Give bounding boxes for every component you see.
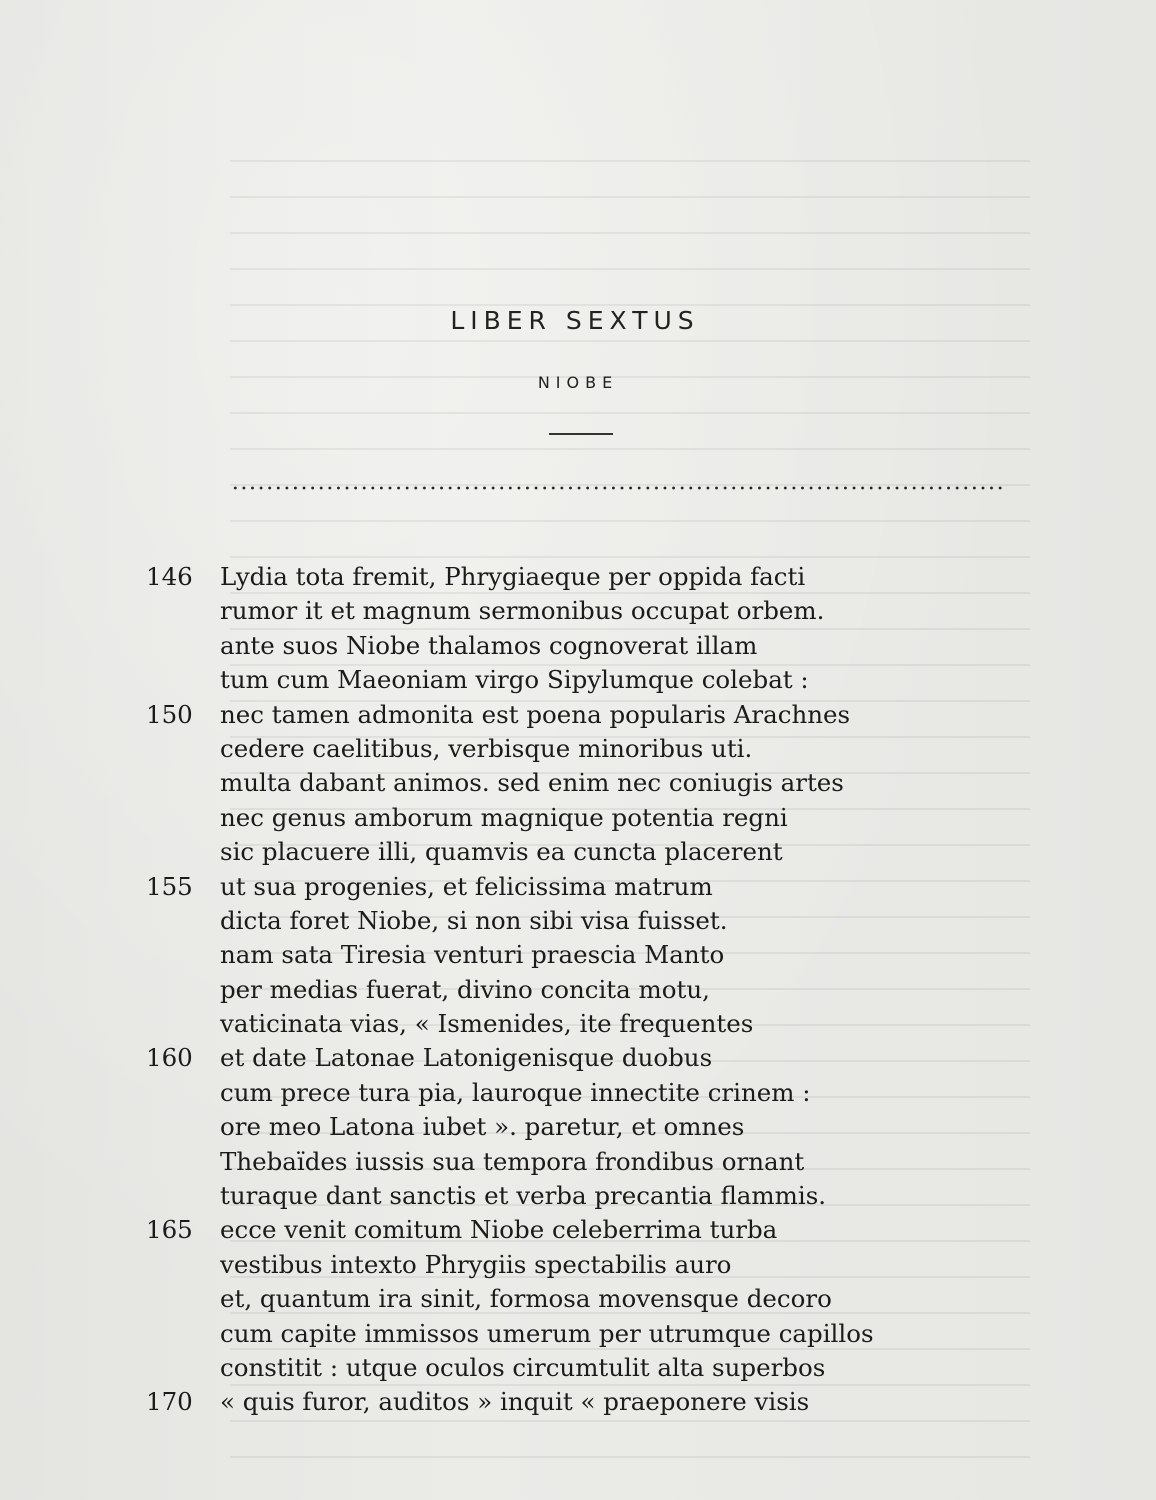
line-number: 170 [146,1387,193,1417]
verse-text: cum prece tura pia, lauroque innectite crinem : [220,1077,811,1107]
verse-text: vestibus intexto Phrygiis spectabilis auro [220,1249,732,1279]
verse-text: cedere caelitibus, verbisque minoribus uti. [220,733,753,763]
verse-line [0,801,1156,835]
verse-line [0,560,1156,594]
verse-line [0,698,1156,732]
verse-line [0,1385,1156,1419]
verse-text: et, quantum ira sinit, formosa movensque decoro [220,1284,832,1314]
book-title [0,306,1156,335]
verse-line [0,1110,1156,1144]
verse-line [0,1351,1156,1385]
verse-text: ecce venit comitum Niobe celeberrima turba [220,1215,778,1245]
verse-line [0,1213,1156,1247]
verse-text: ante suos Niobe thalamos cognoverat illam [220,630,758,660]
verse-text: cum capite immissos umerum per utrumque capillos [220,1318,874,1348]
verse-text: nec genus amborum magnique potentia regni [220,802,788,832]
verse-text: per medias fuerat, divino concita motu, [220,974,710,1004]
line-number: 150 [146,699,193,729]
verse-text: ore meo Latona iubet ». paretur, et omnes [220,1112,745,1142]
verse-line [0,594,1156,628]
line-number: 155 [146,871,193,901]
book-title-text: LIBER SEXTUS [450,306,700,335]
verse-line [0,663,1156,697]
verse-text: nam sata Tiresia venturi praescia Manto [220,940,725,970]
verse-list [0,560,1156,1420]
verse-text: Thebaïdes iussis sua tempora frondibus ornant [220,1146,805,1176]
verse-line [0,938,1156,972]
section-title: NIOBE [537,373,619,392]
verse-line [0,1248,1156,1282]
verse-line [0,1076,1156,1110]
verse-line [0,732,1156,766]
verse-text: vaticinata vias, « Ismenides, ite frequentes [220,1009,754,1039]
verse-text: turaque dant sanctis et verba precantia flammis. [220,1181,827,1211]
verse-line [0,973,1156,1007]
line-number: 146 [146,562,193,591]
verse-text: sic placuere illi, quamvis ea cuncta placerent [220,837,783,867]
title-divider-rule [549,433,613,435]
verse-line [0,1007,1156,1041]
verse-text: tum cum Maeoniam virgo Sipylumque colebat : [220,665,809,695]
verse-text: ut sua progenies, et felicissima matrum [220,871,713,901]
verse-line [0,1282,1156,1316]
verse-text: nec tamen admonita est poena popularis Arachnes [220,699,851,729]
verse-line [0,1317,1156,1351]
line-number: 165 [146,1215,193,1245]
verse-line [0,1179,1156,1213]
verse-text: Lydia tota fremit, Phrygiaeque per oppida facti [220,562,806,591]
dotted-separator [231,486,1004,490]
verse-text: et date Latonae Latonigenisque duobus [220,1043,713,1073]
verse-text: multa dabant animos. sed enim nec coniugis artes [220,768,844,798]
line-number: 160 [146,1043,193,1073]
verse-text: constitit : utque oculos circumtulit alta superbos [220,1352,826,1382]
verse-line [0,1041,1156,1075]
verse-text: dicta foret Niobe, si non sibi visa fuisset. [220,905,728,935]
verse-line [0,766,1156,800]
verse-line [0,835,1156,869]
verse-line [0,870,1156,904]
verse-text: rumor it et magnum sermonibus occupat orbem. [220,596,825,626]
verse-line [0,629,1156,663]
verse-line [0,904,1156,938]
verse-text: « quis furor, auditos » inquit « praeponere visis [220,1387,810,1417]
verse-line [0,1145,1156,1179]
